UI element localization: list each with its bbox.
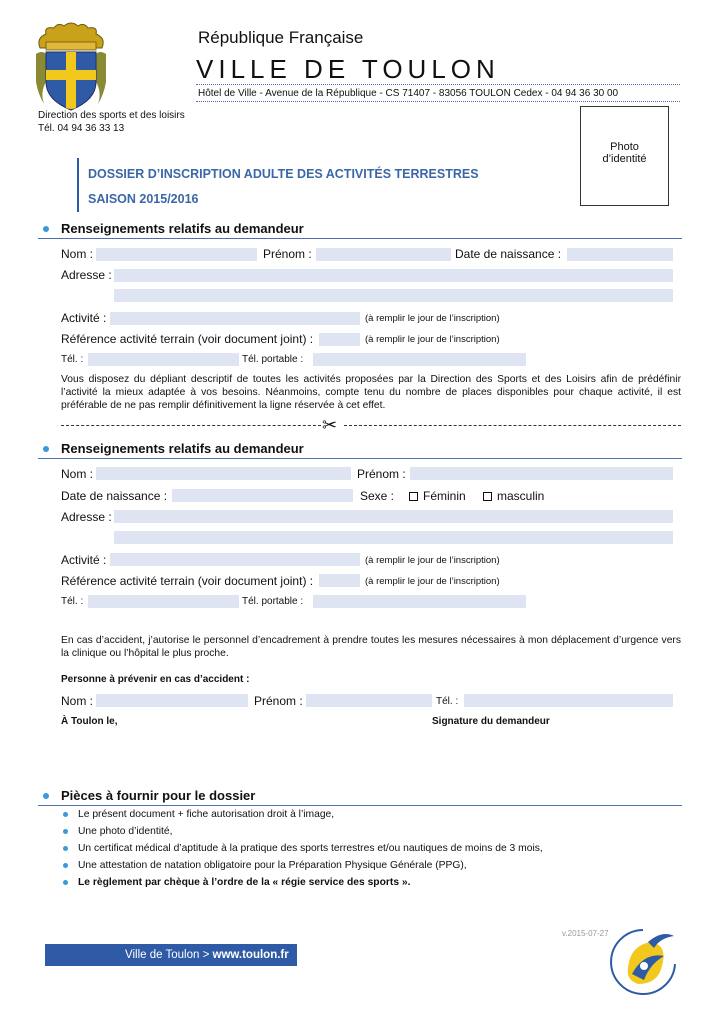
s2-reference-note: (à remplir le jour de l’inscription) [365, 576, 500, 587]
s2-nom-field[interactable] [96, 467, 351, 480]
section1-title: Renseignements relatifs au demandeur [61, 221, 304, 236]
section2-bullet-icon [43, 446, 49, 452]
header-dotted-rule [196, 84, 680, 85]
cut-line-left [61, 425, 321, 426]
photo-label: Photo [610, 141, 639, 153]
s1-tel-label: Tél. : [61, 354, 84, 365]
s2-nom-label: Nom : [61, 467, 94, 481]
piece-bullet-icon [63, 880, 68, 885]
photo-label-2: d’identité [602, 153, 647, 165]
piece-item: Le règlement par chèque à l’ordre de la « régie service des sports ». [78, 877, 411, 888]
s1-adresse-label: Adresse : [61, 268, 112, 282]
s1-adresse-field-2[interactable] [114, 289, 673, 302]
s1-activite-note: (à remplir le jour de l’inscription) [365, 313, 500, 324]
masculin-checkbox[interactable] [483, 492, 492, 501]
s2-reference-label: Référence activité terrain (voir document joint) : [61, 574, 314, 588]
section1-bullet-icon [43, 226, 49, 232]
s2-tel-field[interactable] [88, 595, 239, 608]
a-toulon-label: À Toulon le, [61, 716, 118, 727]
s2-activite-field[interactable] [110, 553, 360, 566]
s1-info-paragraph: Vous disposez du dépliant descriptif de toutes les activités proposées par la Direction des Sports et des Loisirs afin de prédéfinir l’activité la mieux adaptée à vos besoins. Néanmoins, compte tenu du nombre de places disponibles pour chaque activité, il est préférable de ne pas remplir définitivement la ligne réservée à cet effet. [61, 374, 681, 411]
banner-prefix: Ville de Toulon > [125, 949, 213, 961]
s1-tel-portable-label: Tél. portable : [242, 354, 304, 365]
s1-activite-label: Activité : [61, 311, 107, 325]
piece-bullet-icon [63, 863, 68, 868]
s2-sexe-label: Sexe : [360, 489, 395, 503]
piece-item: Une attestation de natation obligatoire pour la Préparation Physique Générale (PPG), [78, 860, 467, 871]
toulon-coat-of-arms [32, 20, 110, 116]
s2-activite-note: (à remplir le jour de l’inscription) [365, 555, 500, 566]
s2-contact-prenom-label: Prénom : [254, 694, 303, 708]
website-banner[interactable] [45, 944, 297, 966]
photo-box [580, 106, 669, 206]
s2-contact-tel-field[interactable] [464, 694, 673, 707]
toulon-port-du-levant-logo [604, 922, 682, 1006]
section2-title: Renseignements relatifs au demandeur [61, 441, 304, 456]
masculin-label: masculin [497, 489, 545, 503]
piece-bullet-icon [63, 829, 68, 834]
feminin-label: Féminin [423, 489, 466, 503]
header-dotted-rule-2 [196, 101, 680, 102]
feminin-checkbox[interactable] [409, 492, 418, 501]
piece-item: Une photo d’identité, [78, 826, 173, 837]
republic-label: République Française [198, 28, 364, 47]
dossier-season: SAISON 2015/2016 [88, 192, 199, 206]
s1-reference-label: Référence activité terrain (voir document joint) : [61, 332, 314, 346]
city-address: Hôtel de Ville - Avenue de la République - CS 71407 - 83056 TOULON Cedex - 04 94 36 30 00 [198, 88, 619, 99]
s1-dob-field[interactable] [567, 248, 673, 261]
section1-rule [38, 238, 682, 239]
s1-tel-portable-field[interactable] [313, 353, 526, 366]
s2-masculin-option[interactable] [483, 489, 544, 503]
department-label: Direction des sports et des loisirs [38, 110, 185, 121]
banner-site-link[interactable]: www.toulon.fr [212, 949, 289, 961]
s1-reference-note: (à remplir le jour de l’inscription) [365, 334, 500, 345]
s2-tel-portable-field[interactable] [313, 595, 526, 608]
s2-accident-paragraph: En cas d’accident, j’autorise le personnel d’encadrement à prendre toutes les mesures nécessaires à mon déplacement d’urgence vers la clinique ou l’hôpital le plus proche. [61, 635, 681, 659]
dossier-title-bar [77, 158, 79, 212]
s2-adresse-label: Adresse : [61, 510, 112, 524]
s1-tel-field[interactable] [88, 353, 239, 366]
s1-prenom-label: Prénom : [263, 247, 312, 261]
dossier-title: DOSSIER D’INSCRIPTION ADULTE DES ACTIVITÉS TERRESTRES [88, 167, 479, 181]
s1-adresse-field-1[interactable] [114, 269, 673, 282]
s2-adresse-field-1[interactable] [114, 510, 673, 523]
s2-contact-nom-label: Nom : [61, 694, 94, 708]
s2-feminin-option[interactable] [409, 489, 466, 503]
s2-adresse-field-2[interactable] [114, 531, 673, 544]
s2-activite-label: Activité : [61, 553, 107, 567]
s2-tel-label: Tél. : [61, 596, 84, 607]
piece-item: Un certificat médical d’aptitude à la pratique des sports terrestres et/ou nautiques de moins de 3 mois, [78, 843, 543, 854]
s2-contact-tel-label: Tél. : [436, 696, 459, 707]
s1-activite-field[interactable] [110, 312, 360, 325]
section2-rule [38, 458, 682, 459]
department-tel: Tél. 04 94 36 33 13 [38, 123, 125, 134]
s2-contact-title: Personne à prévenir en cas d’accident : [61, 674, 250, 685]
s1-reference-field[interactable] [319, 333, 360, 346]
signature-label: Signature du demandeur [432, 716, 550, 727]
s2-contact-nom-field[interactable] [96, 694, 248, 707]
version-label: v.2015-07-27 [562, 929, 609, 938]
s2-dob-field[interactable] [172, 489, 353, 502]
s1-nom-field[interactable] [96, 248, 257, 261]
piece-item: Le présent document + fiche autorisation droit à l’image, [78, 809, 335, 820]
s2-prenom-label: Prénom : [357, 467, 406, 481]
cut-line-right [344, 425, 681, 426]
s1-dob-label: Date de naissance : [455, 247, 562, 261]
piece-bullet-icon [63, 846, 68, 851]
scissors-icon: ✂ [322, 415, 338, 435]
s2-tel-portable-label: Tél. portable : [242, 596, 304, 607]
s2-prenom-field[interactable] [410, 467, 673, 480]
city-title: VILLE DE TOULON [196, 54, 500, 84]
s1-prenom-field[interactable] [316, 248, 451, 261]
section3-bullet-icon [43, 793, 49, 799]
s2-dob-label: Date de naissance : [61, 489, 168, 503]
piece-bullet-icon [63, 812, 68, 817]
section3-title: Pièces à fournir pour le dossier [61, 788, 256, 803]
section3-rule [38, 805, 682, 806]
s2-contact-prenom-field[interactable] [306, 694, 432, 707]
s1-nom-label: Nom : [61, 247, 94, 261]
s2-reference-field[interactable] [319, 574, 360, 587]
